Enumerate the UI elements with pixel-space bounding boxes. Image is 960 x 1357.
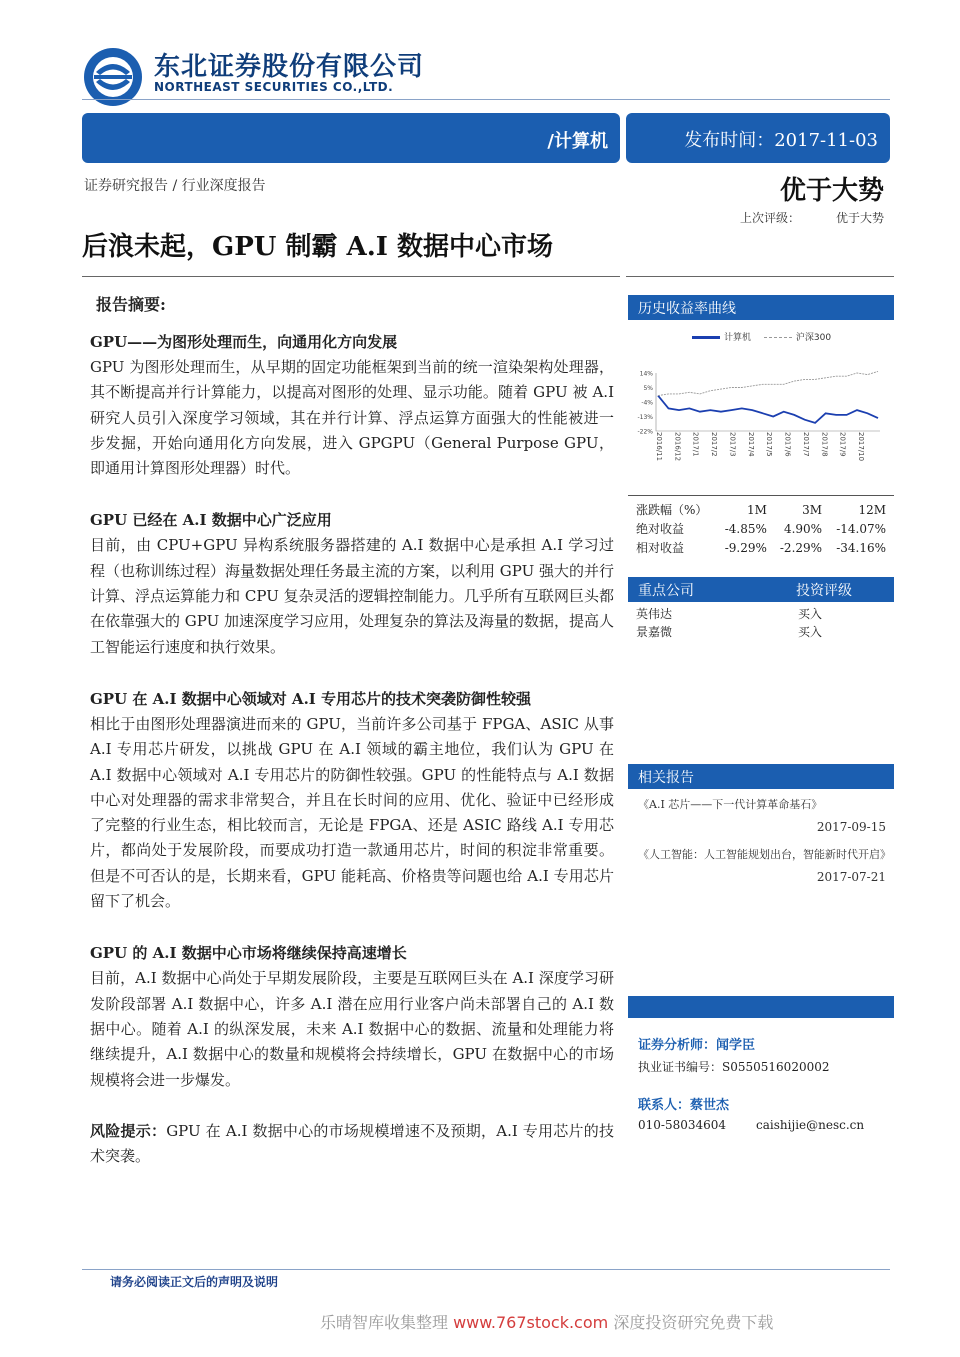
related-report-title[interactable]: 《A.I 芯片——下一代计算革命基石》	[638, 798, 823, 811]
section-body: 相比于由图形处理器演进而来的 GPU，当前许多公司基于 FPGA、ASIC 从事 A.I 专用芯片研发，以挑战 GPU 在 A.I 领域的霸主地位，我们认为 GPU 在 A.I 数据中心领域对 A.I 专用芯片的防御性较强。GPU 的性能特点与 A.I 数据中心对处理器的需求非常契合，并且在长时间的应用、优化、验证中已经形成了完整的行业生态，相比较而言，无论是 FPGA、还是 ASIC 路线 A.I 专用芯片，都尚处于发展阶段，而要成功打造一款通用芯片，时间的积淀非常重要。但是不可否认的是，长期来看，GPU 能耗高、价格贵等问题也给 A.I 专用芯片留下了机会。	[90, 714, 614, 911]
related-report-title[interactable]: 《人工智能：人工智能规划出台，智能新时代开启》	[638, 848, 891, 861]
x-tick-label: 2016/11	[655, 432, 663, 462]
x-tick-label: 2017/4	[746, 432, 755, 457]
table-row	[636, 538, 892, 557]
publish-date: 发布时间：2017-11-03	[684, 130, 878, 151]
performance-table	[636, 500, 892, 557]
legend-sector: 计算机	[724, 333, 752, 343]
section-heading: GPU 已经在 A.I 数据中心广泛应用	[90, 511, 332, 530]
company-name: 英伟达	[636, 607, 673, 621]
legend-swatch-index	[764, 337, 792, 338]
company-rating: 买入	[798, 625, 823, 639]
header-rule	[82, 99, 890, 100]
cert-label: 执业证书编号：	[638, 1060, 723, 1074]
related-report-date: 2017-09-15	[816, 820, 886, 834]
breadcrumb: 证券研究报告 / 行业深度报告	[84, 178, 266, 194]
contact-info	[638, 1094, 864, 1142]
companies-list	[636, 605, 960, 641]
analyst-name: 闻学臣	[716, 1038, 756, 1053]
related-reports	[638, 793, 891, 893]
title-rule	[82, 276, 620, 277]
perf-header-1m: 1M	[746, 502, 767, 517]
x-tick-label: 2017/6	[783, 432, 792, 457]
section-body: 目前，A.I 数据中心尚处于早期发展阶段，主要是互联网巨头在 A.I 深度学习研发阶段部署 A.I 数据中心，许多 A.I 潜在应用行业客户尚未部署自己的 A.I 数据中心。随着 A.I 的纵深发展，未来 A.I 数据中心的数据、流量和处理能力将继续提升，A.I 数据中心的数量和规模将会持续增长，GPU 在数据中心的市场规模将会进一步爆发。	[90, 969, 614, 1089]
contact-name: 蔡世杰	[690, 1098, 730, 1113]
x-tick-label: 2017/2	[710, 432, 719, 457]
risk-body: GPU 在 A.I 数据中心的市场规模增速不及预期，A.I 专用芯片的技术突袭。	[90, 1121, 614, 1166]
list-item	[636, 605, 960, 623]
related-bar: 相关报告	[628, 764, 894, 789]
company-name: 景嘉微	[636, 625, 673, 639]
company-name: 东北证券股份有限公司	[154, 52, 425, 82]
title-rule-right	[626, 276, 894, 277]
perf-cell: -34.16%	[836, 540, 886, 555]
x-tick-label: 2017/9	[838, 432, 847, 457]
y-tick-label: -4%	[641, 399, 653, 407]
x-tick-label: 2016/12	[673, 432, 682, 462]
analyst-info	[638, 1034, 830, 1082]
chart-legend	[692, 330, 831, 343]
publish-banner	[626, 113, 890, 163]
cert-number: S0550516020002	[722, 1060, 830, 1074]
chart-x-labels	[655, 432, 865, 462]
contact-label: 联系人：	[638, 1098, 691, 1113]
contact-email[interactable]: caishijie@nesc.cn	[756, 1118, 865, 1132]
perf-cell: -4.85%	[724, 521, 767, 536]
perf-row-label: 相对收益	[636, 541, 685, 555]
perf-cell: -9.29%	[724, 540, 767, 555]
y-tick-label: -22%	[637, 428, 653, 436]
section-body: 目前，由 CPU+GPU 异构系统服务器搭建的 A.I 数据中心是承担 A.I 学习过程（也称训练过程）海量数据处理任务最主流的方案，以利用 GPU 强大的并行计算、浮点运算能力和 CPU 复杂灵活的逻辑控制能力。几乎所有互联网巨头都在依靠强大的 GPU 加速深度学习应用，处理复杂的算法及海量的数据，提高人工智能运行速度和执行效果。	[90, 536, 614, 656]
perf-cell: 4.90%	[783, 521, 823, 536]
company-rating: 买入	[798, 607, 823, 621]
watermark-url[interactable]: www.767stock.com	[453, 1313, 609, 1332]
section-body: GPU 为图形处理而生，从早期的固定功能框架到当前的统一渲染架构处理器，其不断提高并行计算能力，以提高对图形的处理、显示功能。随着 GPU 被 A.I 研究人员引入深度学习领域，其在并行计算、浮点运算方面强大的性能被进一步发掘，开始向通用化方向发展，进入 GPGPU（General Purpose GPU，即通用计算图形处理器）时代。	[90, 358, 614, 478]
companies-bar: 重点公司 投资评级	[628, 577, 894, 602]
related-report-date: 2017-07-21	[816, 870, 886, 884]
x-tick-label: 2017/5	[765, 432, 774, 457]
summary-heading: 报告摘要:	[96, 295, 166, 314]
perf-cell: -2.29%	[779, 540, 823, 555]
section-heading: GPU 的 A.I 数据中心市场将继续保持高速增长	[90, 944, 407, 963]
series-line-index	[658, 371, 878, 395]
x-tick-label: 2017/3	[728, 432, 737, 457]
chart-axes	[656, 373, 880, 431]
x-tick-label: 2017/1	[691, 432, 700, 457]
section-heading: GPU——为图形处理而生，向通用化方向发展	[90, 333, 398, 351]
analyst-label: 证券分析师：	[638, 1038, 717, 1053]
rating-current: 优于大势	[779, 176, 884, 206]
sector-banner	[82, 113, 620, 163]
rating-previous: 上次评级： 优于大势	[739, 211, 884, 225]
table-header	[636, 500, 892, 519]
sector-label: /计算机	[547, 131, 608, 152]
footer-rule	[82, 1269, 890, 1270]
company-name-en: NORTHEAST SECURITIES CO.,LTD.	[154, 80, 394, 94]
perf-header-label: 涨跌幅（%）	[636, 503, 708, 517]
risk-warning	[90, 1119, 614, 1170]
legend-index: 沪深300	[795, 333, 832, 343]
y-tick-label: 14%	[639, 370, 653, 378]
summary	[90, 292, 614, 1169]
series-line-sector	[658, 396, 878, 423]
perf-cell: -14.07%	[836, 521, 886, 536]
perf-rule	[628, 495, 894, 496]
footer-disclaimer: 请务必阅读正文后的声明及说明	[110, 1275, 279, 1289]
x-tick-label: 2017/7	[801, 432, 810, 457]
perf-header-12m: 12M	[858, 502, 886, 517]
source-watermark: 乐晴智库收集整理 www.767stock.com 深度投资研究免费下载	[320, 1313, 774, 1332]
list-item	[636, 623, 960, 641]
risk-label: 风险提示：	[90, 1121, 167, 1140]
report-title: 后浪未起，GPU 制霸 A.I 数据中心市场	[82, 232, 553, 262]
chart-title-bar: 历史收益率曲线	[628, 295, 894, 320]
y-tick-label: -13%	[637, 414, 653, 421]
perf-header-3m: 3M	[802, 502, 823, 517]
x-tick-label: 2017/8	[820, 432, 829, 457]
analyst-bar	[628, 996, 894, 1018]
table-row	[636, 519, 892, 538]
section-heading: GPU 在 A.I 数据中心领域对 A.I 专用芯片的技术突袭防御性较强	[90, 689, 532, 708]
y-tick-label: 5%	[643, 385, 653, 392]
perf-row-label: 绝对收益	[636, 522, 685, 536]
x-tick-label: 2017/10	[857, 432, 865, 462]
contact-phone: 010-58034604	[638, 1118, 727, 1132]
legend-swatch-sector	[692, 336, 720, 339]
